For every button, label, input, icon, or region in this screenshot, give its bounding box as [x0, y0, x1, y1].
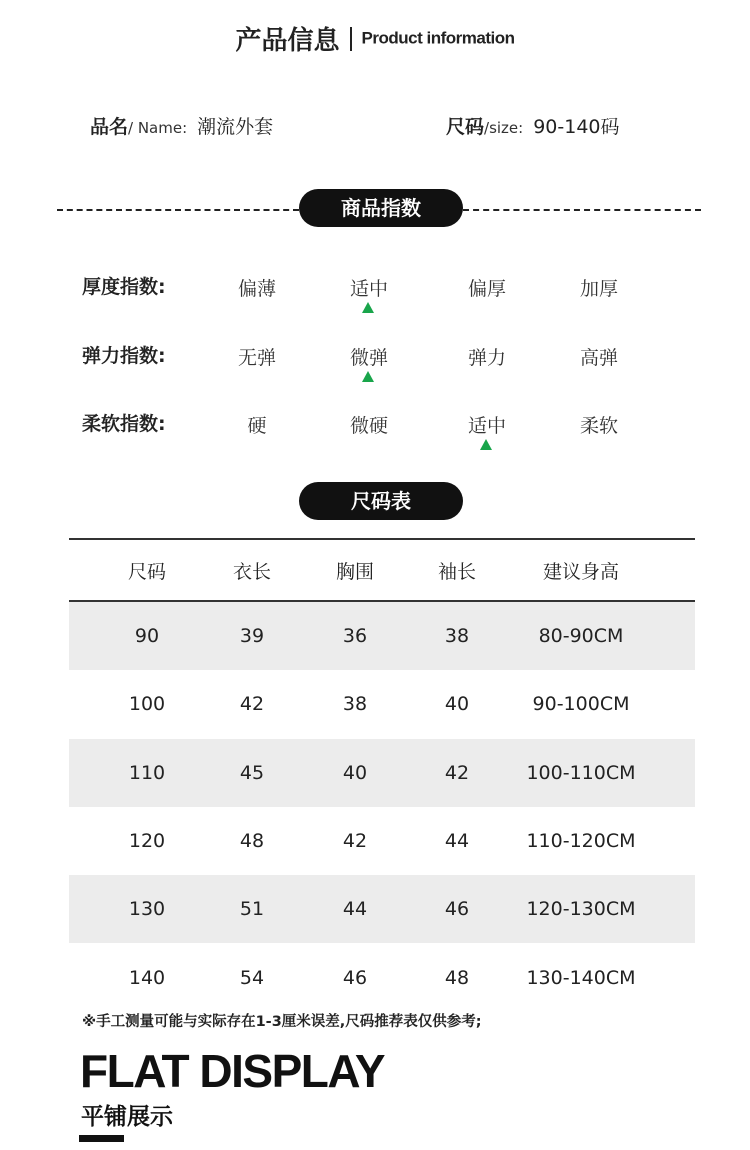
table-cell: 54 — [239, 966, 265, 989]
table-cell: 51 — [239, 898, 265, 921]
table-row — [69, 602, 695, 670]
table-row — [69, 670, 695, 738]
index-option: 柔软 — [579, 415, 618, 437]
size-label-en: /size: — [484, 119, 524, 137]
table-header-cell: 衣长 — [232, 560, 271, 583]
flat-display-subtitle: 平铺展示 — [81, 1104, 173, 1130]
name-label: 品名 — [90, 116, 129, 138]
index-row — [0, 272, 750, 312]
index-option: 偏厚 — [467, 278, 506, 300]
index-option: 微弹 — [349, 347, 388, 369]
dashed-line-left — [57, 209, 299, 211]
table-row — [69, 943, 695, 1011]
page-header — [0, 20, 750, 57]
index-option: 微硬 — [349, 415, 388, 437]
table-header-cell: 尺码 — [127, 560, 166, 583]
table-cell: 140 — [128, 966, 166, 989]
index-row-label: 柔软指数: — [82, 413, 166, 435]
index-option: 硬 — [247, 415, 267, 437]
dashed-line-right — [463, 209, 701, 211]
index-section-divider — [0, 189, 750, 229]
index-option: 偏薄 — [237, 278, 276, 300]
table-body — [69, 602, 695, 1012]
table-cell: 100 — [128, 693, 166, 716]
measurement-note: ※手工测量可能与实际存在1-3厘米误差,尺码推荐表仅供参考; — [82, 1014, 482, 1030]
table-row — [69, 739, 695, 807]
table-cell: 40 — [342, 761, 368, 784]
table-cell: 48 — [444, 966, 470, 989]
table-cell: 100-110CM — [526, 761, 636, 784]
table-cell: 130 — [128, 898, 166, 921]
table-cell: 42 — [444, 761, 470, 784]
size-table-divider — [0, 482, 750, 522]
table-cell: 42 — [239, 693, 265, 716]
index-row-label: 弹力指数: — [82, 345, 166, 367]
table-cell: 38 — [342, 693, 368, 716]
size-table — [69, 538, 695, 1012]
size-label: 尺码 — [446, 116, 485, 138]
table-cell: 46 — [444, 898, 470, 921]
name-label-en: / Name: — [128, 119, 188, 137]
index-row — [0, 409, 750, 449]
table-header-cell: 袖长 — [437, 560, 476, 583]
table-cell: 46 — [342, 966, 368, 989]
table-cell: 40 — [444, 693, 470, 716]
index-section-title: 商品指数 — [299, 189, 463, 227]
table-cell: 42 — [342, 830, 368, 853]
table-cell: 80-90CM — [538, 625, 624, 648]
index-option: 无弹 — [237, 347, 276, 369]
product-name-row — [90, 112, 273, 139]
page-title: 产品信息 — [235, 26, 340, 56]
page-title-en: Product information — [361, 28, 515, 48]
table-cell: 36 — [342, 625, 368, 648]
index-option: 适中 — [349, 278, 388, 300]
table-cell: 39 — [239, 625, 265, 648]
table-cell: 130-140CM — [526, 966, 636, 989]
flat-display-underline — [79, 1135, 124, 1142]
name-value: 潮流外套 — [197, 116, 274, 138]
table-cell: 120-130CM — [526, 898, 636, 921]
table-cell: 110-120CM — [526, 830, 636, 853]
table-cell: 44 — [444, 830, 470, 853]
table-row — [69, 875, 695, 943]
index-row — [0, 341, 750, 381]
index-option: 加厚 — [579, 278, 618, 300]
table-cell: 90 — [134, 625, 160, 648]
table-cell: 48 — [239, 830, 265, 853]
index-option: 弹力 — [467, 347, 506, 369]
table-header — [69, 538, 695, 602]
size-table-title: 尺码表 — [299, 482, 463, 520]
index-option: 高弹 — [579, 347, 618, 369]
table-cell: 44 — [342, 898, 368, 921]
table-cell: 120 — [128, 830, 166, 853]
selected-indicator-triangle-icon — [480, 439, 492, 450]
table-row — [69, 807, 695, 875]
product-size-row — [446, 112, 620, 139]
table-cell: 90-100CM — [532, 693, 630, 716]
table-cell: 45 — [239, 761, 265, 784]
table-cell: 110 — [128, 761, 166, 784]
flat-display-title: FLAT DISPLAY — [80, 1045, 385, 1097]
size-value: 90-140码 — [533, 116, 620, 138]
selected-indicator-triangle-icon — [362, 302, 374, 313]
selected-indicator-triangle-icon — [362, 371, 374, 382]
table-cell: 38 — [444, 625, 470, 648]
title-separator — [350, 27, 352, 51]
index-option: 适中 — [467, 415, 506, 437]
table-header-cell: 胸围 — [335, 560, 374, 583]
index-row-label: 厚度指数: — [82, 276, 166, 298]
table-header-cell: 建议身高 — [542, 560, 619, 583]
